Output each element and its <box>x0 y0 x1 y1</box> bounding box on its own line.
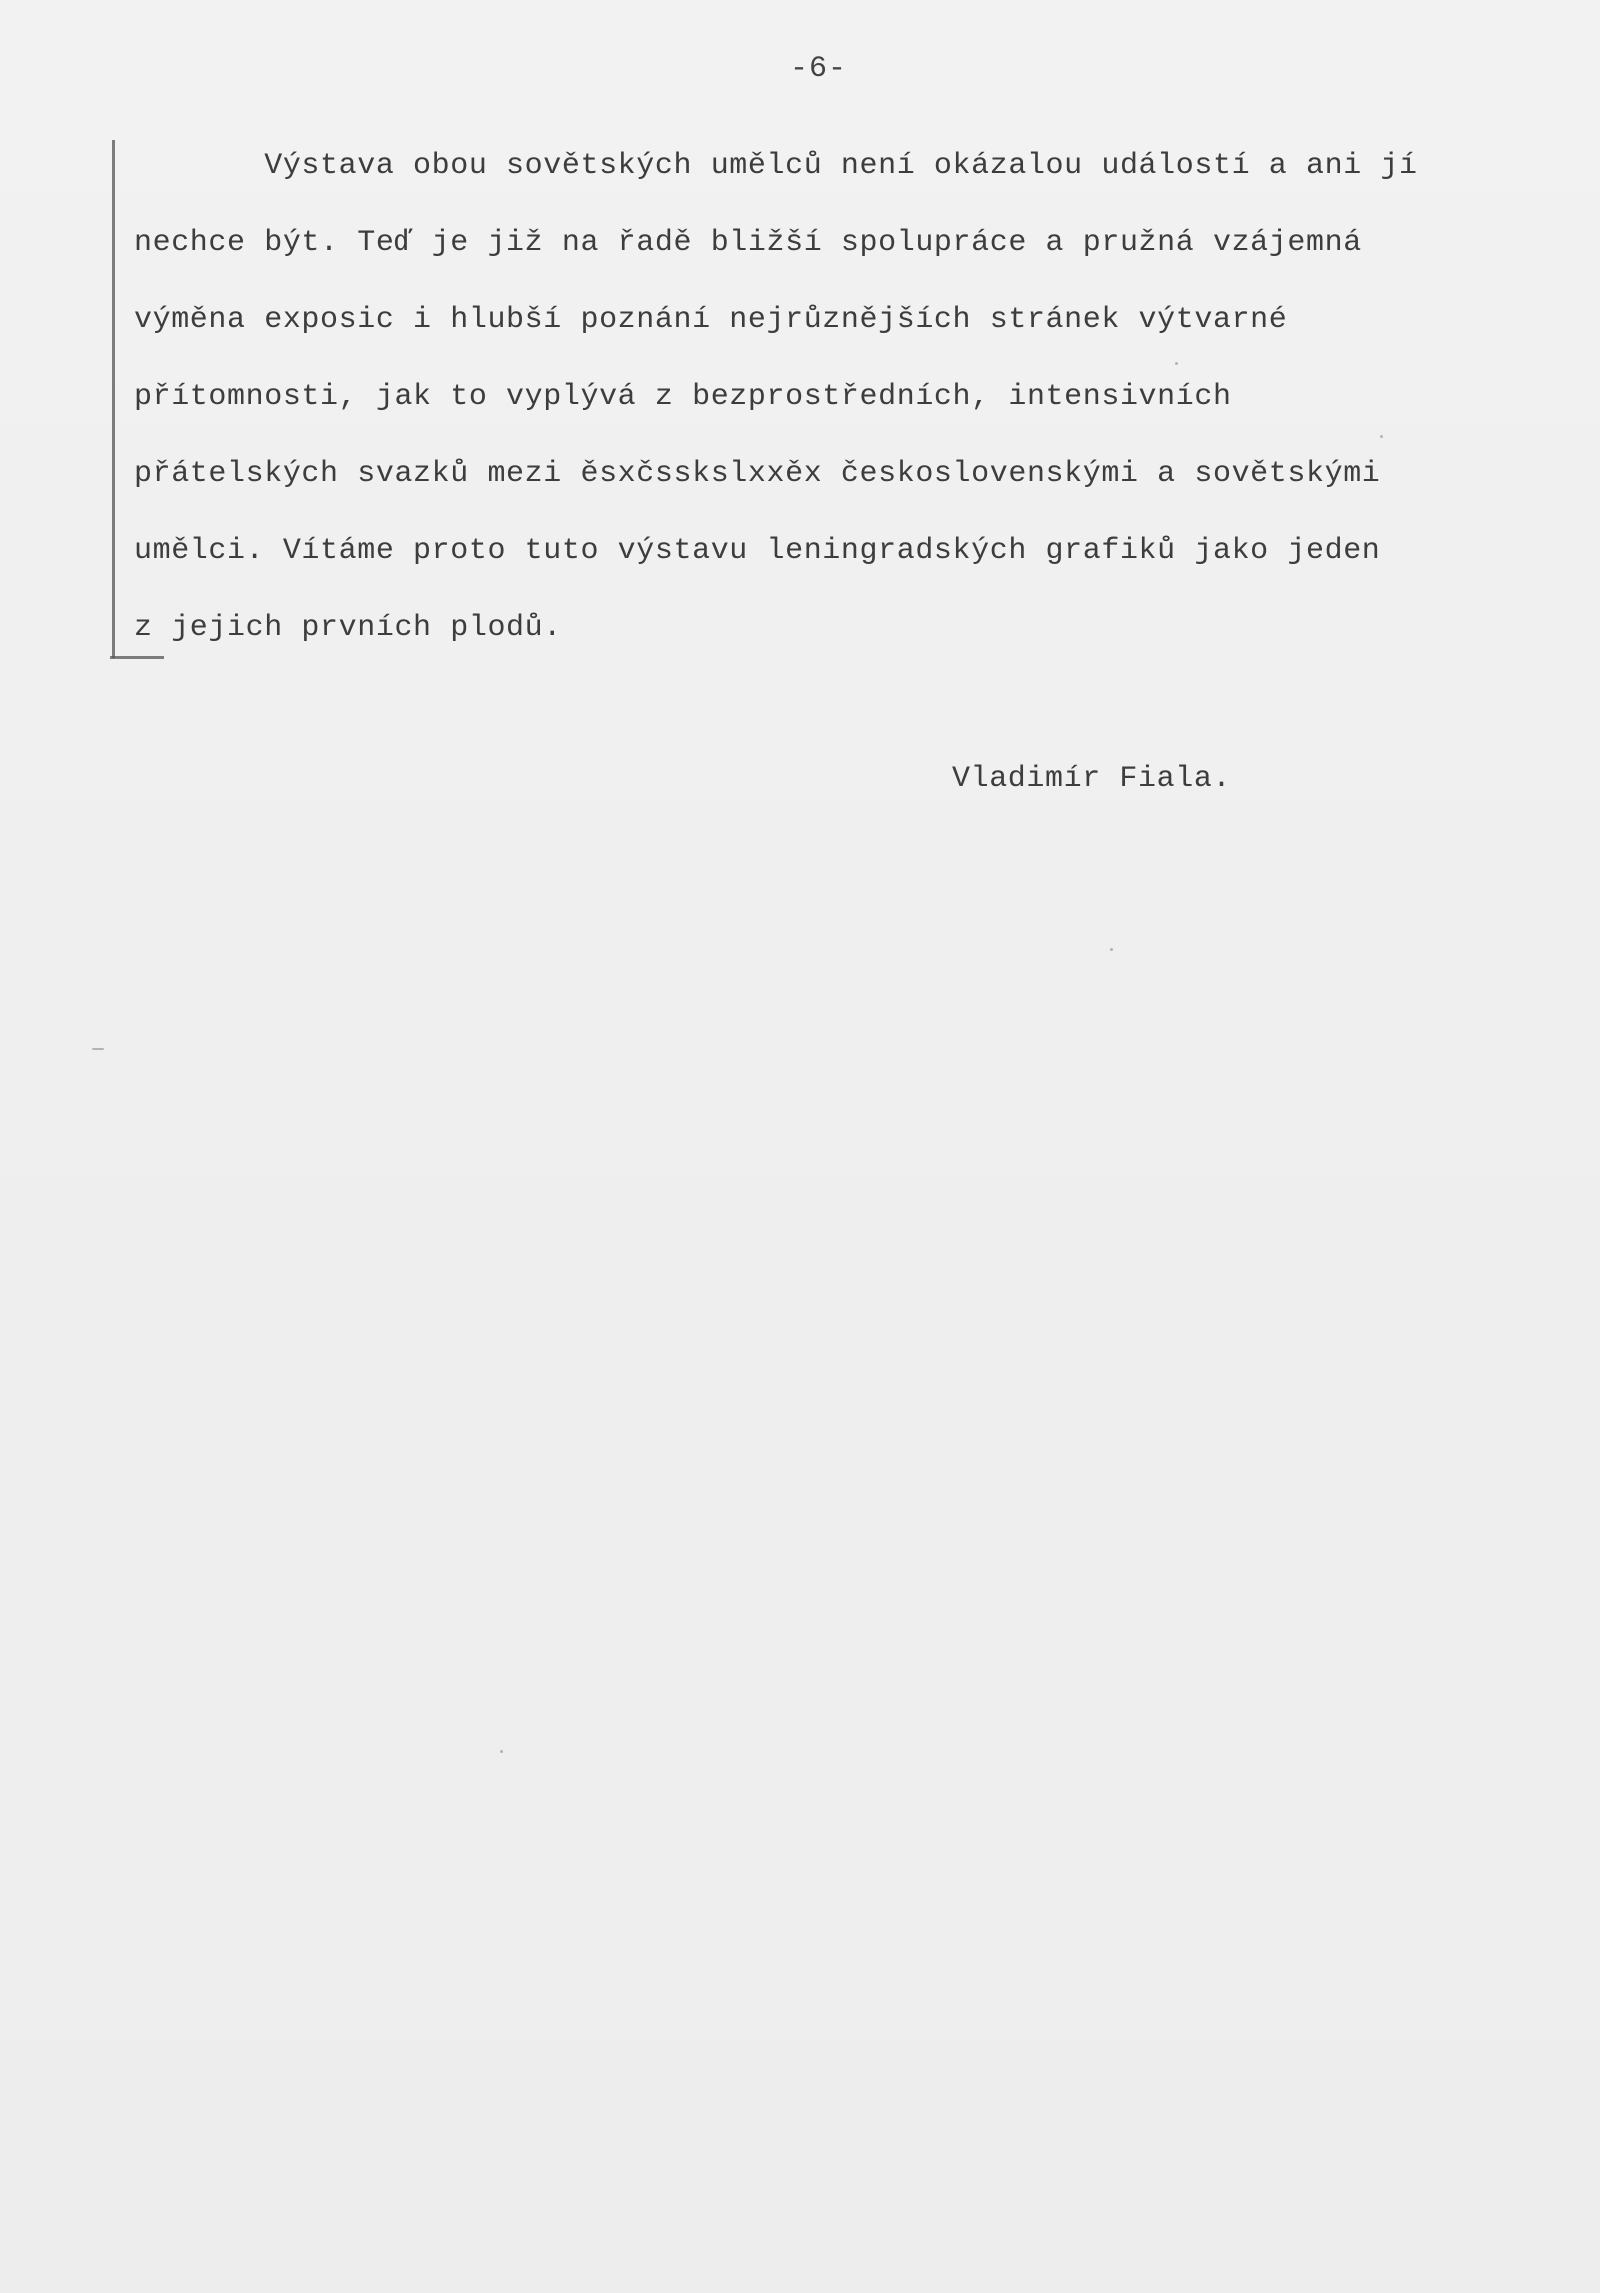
paragraph-line: přátelských svazků mezi ěsxčsskslxxěx československými a sovětskými <box>134 457 1381 491</box>
signature: Vladimír Fiala. <box>952 762 1232 796</box>
paragraph-line: výměna exposic i hlubší poznání nejrůznějších stránek výtvarné <box>134 303 1288 337</box>
paper-speck <box>1380 435 1383 438</box>
paragraph-line: nechce být. Teď je již na řadě bližší spolupráce a pružná vzájemná <box>134 226 1362 260</box>
margin-bracket-mark <box>112 140 123 658</box>
paper-speck <box>1175 362 1178 365</box>
paragraph-line: z jejich prvních plodů. <box>134 611 562 645</box>
page-number: -6- <box>790 52 848 86</box>
paper-speck <box>92 1048 104 1050</box>
paragraph-line: přítomnosti, jak to vyplývá z bezprostředních, intensivních <box>134 380 1232 414</box>
paragraph-line: umělci. Vítáme proto tuto výstavu leningradských grafiků jako jeden <box>134 534 1381 568</box>
paper-speck <box>500 1750 503 1753</box>
paragraph-line: Výstava obou sovětských umělců není okázalou událostí a ani jí <box>134 149 1418 183</box>
paper-speck <box>1110 948 1113 951</box>
paragraph <box>134 128 1574 667</box>
